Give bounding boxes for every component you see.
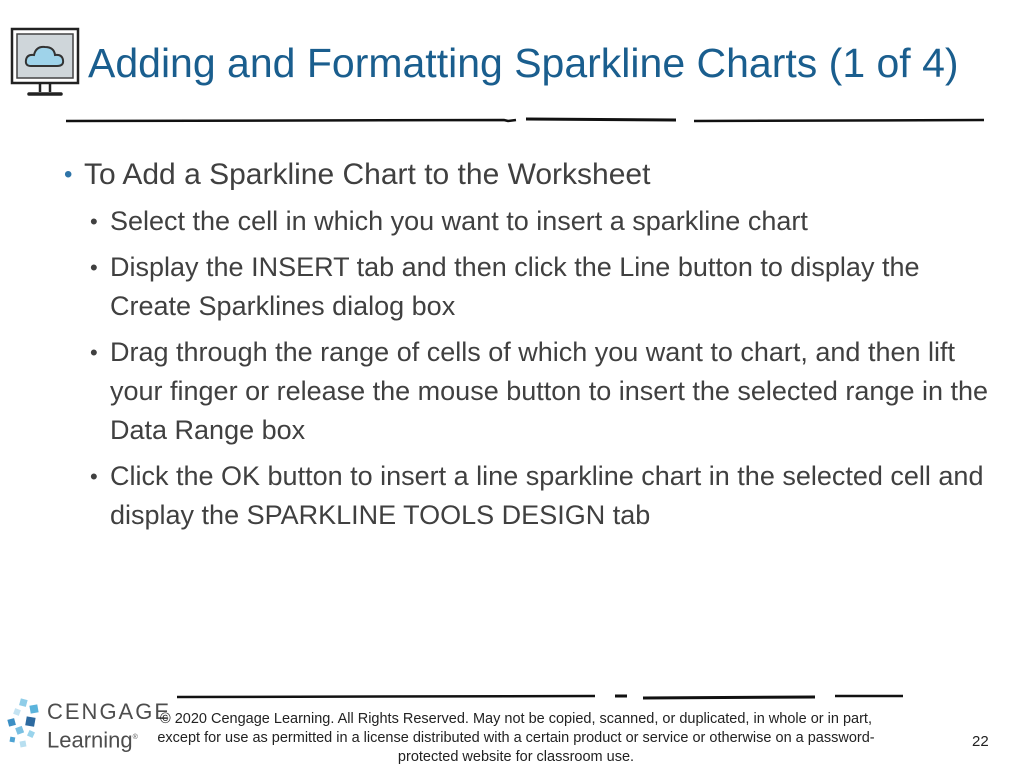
- slide-body: [64, 156, 1004, 542]
- bullet-text: Display the INSERT tab and then click the Line button to display the Create Sparklines dialog box: [110, 252, 920, 321]
- header-divider: [64, 112, 989, 128]
- bullet-marker: •: [90, 464, 98, 489]
- slide-title: Adding and Formatting Sparkline Charts (1 of 4): [88, 40, 959, 86]
- copyright-notice: © 2020 Cengage Learning. All Rights Reserved. May not be copied, scanned, or duplicated, in whole or in part, except for use as permitted in a license distributed with a certain product or service or otherwise on a password-protected website for classroom use.: [157, 711, 875, 765]
- bullet-text: To Add a Sparkline Chart to the Worksheet: [84, 158, 651, 191]
- brand-name: CENGAGE: [47, 699, 172, 724]
- registered-mark: ®: [132, 734, 138, 741]
- footer-divider: [175, 688, 907, 704]
- brand-subname: Learning®: [47, 727, 138, 753]
- bullet-marker: •: [90, 340, 98, 365]
- bullet-level2: [90, 457, 1004, 535]
- bullet-level2: [90, 248, 1004, 326]
- bullet-marker: •: [90, 255, 98, 280]
- page-number: 22: [972, 733, 989, 750]
- bullet-level1: [64, 156, 1004, 194]
- bullet-level2: [90, 333, 1004, 450]
- cengage-logo: [6, 697, 42, 749]
- bullet-text: Select the cell in which you want to insert a sparkline chart: [110, 206, 808, 236]
- bullet-marker: •: [90, 209, 98, 234]
- bullet-text: Click the OK button to insert a line sparkline chart in the selected cell and display the SPARKLINE TOOLS DESIGN tab: [110, 461, 984, 530]
- bullet-text: Drag through the range of cells of which you want to chart, and then lift your finger or release the mouse button to insert the selected range in the Data Range box: [110, 337, 989, 445]
- bullet-level2: [90, 202, 1004, 241]
- cloud-monitor-icon: [9, 26, 81, 102]
- bullet-marker: •: [64, 161, 73, 188]
